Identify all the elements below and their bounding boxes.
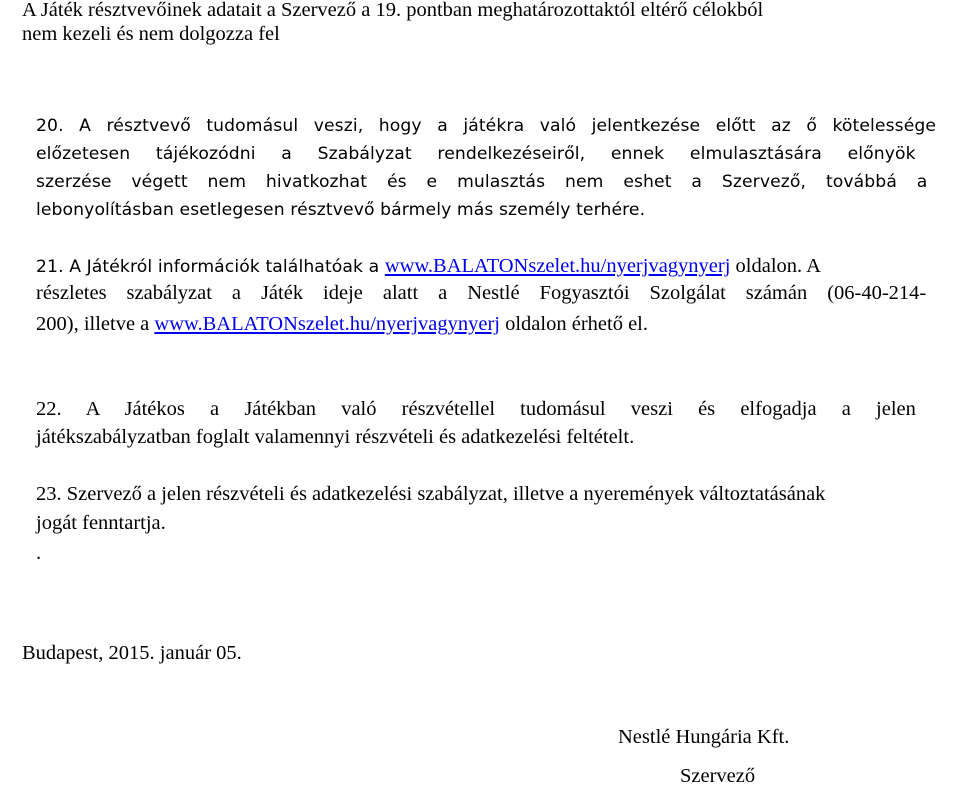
intro-line-1 <box>22 0 937 21</box>
p23-text-1: 23. Szervező a jelen részvételi és adatkezelési szabályzat, illetve a nyeremények változtatásának <box>36 483 826 505</box>
p20-line-4 <box>36 202 645 219</box>
p23-line-3 <box>36 543 41 564</box>
p20-text-1: 20. A résztvevő tudomásul veszi, hogy a játékra való jelentkezése előtt az ő kötelessége <box>36 116 937 136</box>
p22-line-2 <box>36 427 634 448</box>
p22-text-2: játékszabályzatban foglalt valamennyi részvételi és adatkezelési feltételt. <box>36 426 635 448</box>
p23-text-2: jogát fenntartja. <box>36 512 166 534</box>
p20-text-3: szerzése végett nem hivatkozhat és e mulasztás nem eshet a Szervező, továbbá a <box>36 172 928 192</box>
p21-line-1 <box>36 256 821 277</box>
p21-line-2 <box>36 283 926 304</box>
p23-text-3: . <box>36 542 42 564</box>
intro-text-2: nem kezeli és nem dolgozza fel <box>22 23 280 45</box>
p22-text-1: 22. A Játékos a Játékban való részvétellel tudomásul veszi és elfogadja a jelen <box>36 398 916 420</box>
p22-line-1 <box>36 399 916 420</box>
company-name <box>618 727 789 748</box>
p21-text-3a: 200), illetve a <box>36 313 155 335</box>
p20-text-2: előzetesen tájékozódni a Szabályzat rendelkezéseiről, ennek elmulasztására előnyök <box>36 144 916 164</box>
p21-line-3 <box>36 314 648 335</box>
p23-line-1 <box>36 484 825 505</box>
p23-line-2 <box>36 513 166 534</box>
p20-line-1 <box>36 118 936 135</box>
p21-text-1a: 21. A Játékról információk találhatóak a <box>36 257 385 277</box>
p20-text-4: lebonyolításban esetlegesen résztvevő bármely más személy terhére. <box>36 200 646 220</box>
intro-line-2 <box>22 24 280 45</box>
p21-text-2: részletes szabályzat a Játék ideje alatt a Nestlé Fogyasztói Szolgálat számán (06-40-214- <box>36 282 927 304</box>
place-date <box>22 643 242 664</box>
intro-text-1: A Játék résztvevőinek adatait a Szervező a 19. pontban meghatározottaktól eltérő célokból <box>22 0 764 21</box>
company-name-text: Nestlé Hungária Kft. <box>618 726 790 748</box>
balaton-link-1[interactable]: www.BALATONszelet.hu/nyerjvagynyerj <box>384 255 731 277</box>
organizer-role-text: Szervező <box>680 765 756 787</box>
p20-line-3 <box>36 174 927 191</box>
p21-text-1b: oldalon. A <box>730 255 821 277</box>
place-date-text: Budapest, 2015. január 05. <box>22 642 242 664</box>
balaton-link-2[interactable]: www.BALATONszelet.hu/nyerjvagynyerj <box>154 313 500 335</box>
p20-line-2 <box>36 146 916 163</box>
p21-text-3b: oldalon érhető el. <box>499 313 648 335</box>
organizer-role <box>680 766 755 787</box>
